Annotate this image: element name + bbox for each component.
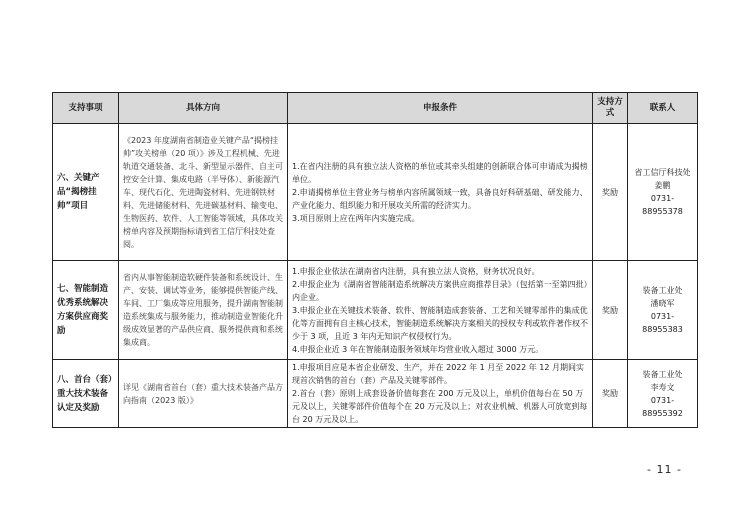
condition-cell (288, 360, 593, 428)
condition-line: 1.申报企业依法在湖南省内注册，具有独立法人资格，财务状况良好。 (292, 266, 540, 276)
contact-phone: 0731-88955383 (642, 312, 683, 334)
page-number: - 11 - (647, 463, 682, 476)
condition-line: 2.申请揭榜单位主营业务与榜单内容所属领域一致，具备良好科研基础、研发能力、产业化能力、组织能力和开展攻关所需的经济实力。 (292, 187, 588, 210)
contact-cell (628, 124, 698, 261)
contact-name: 潘晓军 (650, 299, 675, 308)
header-item: 支持事项 (53, 93, 119, 124)
header-direction: 具体方向 (119, 93, 288, 124)
table-row (53, 360, 698, 428)
support-method: 奖励 (593, 124, 628, 261)
condition-cell (288, 124, 593, 261)
direction-text: 省内从事智能制造软硬件装备和系统设计、生产、安装、调试等业务，能够提供智能产线、车间、工厂集成等应用服务，提升湖南智能制造系统集成与服务能力，推动制造业智能化升级成效显著的产品供应商、服务提供商和系统集成商。 (119, 261, 288, 360)
condition-cell (288, 261, 593, 360)
header-condition: 申报条件 (288, 93, 593, 124)
condition-line: 4.申报企业近 3 年在智能制造服务领域年均营业收入超过 3000 万元。 (292, 344, 544, 354)
support-method: 奖励 (593, 261, 628, 360)
contact-dept: 装备工业处 (642, 369, 683, 379)
table-row (53, 124, 698, 261)
support-method: 奖励 (593, 360, 628, 428)
table-header-row (53, 93, 698, 124)
condition-line: 2.首台（套）原则上成套设备价值每套在 200 万元及以上，单机价值每台在 50 万元及以上，关键零部件价值每个在 20 万元及以上；对农业机械、机器人可放宽到每台 20 万元及以上。 (292, 389, 588, 424)
condition-line: 2.申报企业为《湖南省智能制造系统解决方案供应商推荐目录》（包括第一至第四批）内企业。 (292, 279, 588, 302)
header-method: 支持方式 (593, 93, 628, 124)
condition-line: 1.申报项目应是本省企业研发、生产，并在 2022 年 1 月至 2022 年 12 月期间实现首次销售的首台（套）产品及关键零部件。 (292, 363, 584, 385)
policy-table (52, 92, 698, 428)
table-row (53, 261, 698, 360)
contact-dept: 省工信厅科技处 (634, 168, 691, 177)
contact-name: 李寿文 (650, 382, 675, 392)
contact-phone: 0731-88955392 (642, 395, 683, 418)
contact-name: 姜鹏 (654, 181, 671, 190)
support-item: 八、首台（套）重大技术装备认定及奖励 (53, 360, 119, 428)
direction-text: 详见《湖南省首台（套）重大技术装备产品方向指南（2023 版）》 (119, 360, 288, 428)
condition-line: 1.在省内注册的具有独立法人资格的单位或其牵头组建的创新联合体可申请成为揭榜单位。 (292, 161, 588, 184)
condition-line: 3.项目原则上应在两年内实施完成。 (292, 213, 420, 223)
condition-line: 3.申报企业在关键技术装备、软件、智能制造成套装备、工艺和关键零部件的集成优化等方面拥有自主核心技术，智能制造系统解决方案相关的授权专利或软件著作权不少于 3 项，且近 3 年内无知识产权侵权行为。 (292, 305, 588, 341)
header-contact: 联系人 (628, 93, 698, 124)
direction-text: 《2023 年度湖南省制造业关键产品“揭榜挂帅”攻关榜单（20 项）》涉及工程机械、先进轨道交通装备、北斗、新型显示器件、自主可控安全计算、集成电路（半导体）、新能源汽车、现代石化、先进陶瓷材料、先进钢铁材料、先进储能材料、先进碳基材料、输变电、生物医药、软件、人工智能等领域，具体攻关榜单内容及预期指标请到省工信厅科技处查阅。 (119, 124, 288, 261)
support-item: 六、关键产品“揭榜挂帅”项目 (53, 124, 119, 261)
support-item: 七、智能制造优秀系统解决方案供应商奖励 (53, 261, 119, 360)
contact-phone: 0731-88955378 (642, 194, 683, 216)
contact-dept: 装备工业处 (642, 286, 683, 295)
contact-cell (628, 360, 698, 428)
contact-cell (628, 261, 698, 360)
